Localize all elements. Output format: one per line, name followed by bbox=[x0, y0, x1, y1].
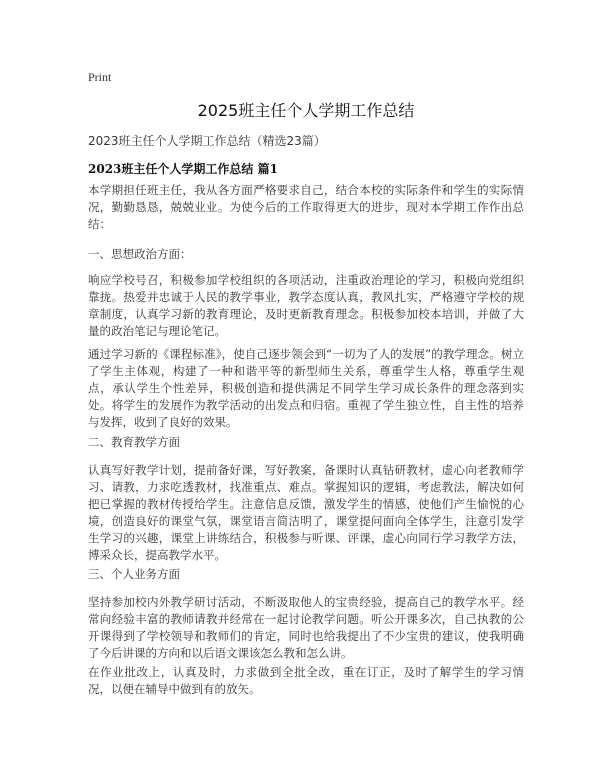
article-heading: 2023班主任个人学期工作总结 篇1 bbox=[88, 162, 278, 176]
politics-paragraph-1: 响应学校号召，积极参加学校组织的各项活动，注重政治理论的学习，积极向党组织靠拢。热爱并忠诚于人民的教学事业，教学态度认真，教风扎实，严格遵守学校的规章制度，认真学习新的教育理论，及时更新教育理念。积极参加校本培训，并做了大量的政治笔记与理论笔记。 bbox=[88, 273, 524, 338]
document-title: 2025班主任个人学期工作总结 bbox=[197, 101, 415, 120]
politics-paragraph-2: 通过学习新的《课程标准》，使自己逐步领会到“一切为了人的发展”的教学理念。树立了学生主体观，构建了一种和谐平等的新型师生关系，尊重学生人格，尊重学生观点，承认学生个性差异，积极创造和提供满足不同学生学习成长条件的理念落到实处。将学生的发展作为教学活动的出发点和归宿。重视了学生独立性，自主性的培养与发挥，收到了良好的效果。 bbox=[88, 347, 524, 429]
document-subtitle: 2023班主任个人学期工作总结（精选23篇） bbox=[88, 134, 326, 148]
teaching-paragraph-1: 认真写好教学计划，提前备好课，写好教案，备课时认真钻研教材，虚心向老教师学习、请教，力求吃透教材，找准重点、难点。掌握知识的逻辑，考虑教法，解决如何把已掌握的教材传授给学生。注意信息反馈，激发学生的情感，使他们产生愉悦的心境，创造良好的课堂气氛，课堂语言简洁明了，课堂提问面向全体学生，注意引发学生学习的兴趣，课堂上讲练结合，积极参与听课、评课，虚心向同行学习教学方法，博采众长，提高教学水平。 bbox=[88, 463, 524, 562]
section-title-professional: 三、个人业务方面 bbox=[88, 567, 180, 581]
professional-paragraph-2: 在作业批改上，认真及时，力求做到全批全改，重在订正，及时了解学生的学习情况，以便在辅导中做到有的放矢。 bbox=[88, 665, 524, 696]
section-title-politics: 一、思想政治方面： bbox=[88, 247, 192, 261]
professional-paragraph-1: 坚持参加校内外教学研讨活动，不断汲取他人的宝贵经验，提高自己的教学水平。经常向经验丰富的教师请教并经常在一起讨论教学问题。听公开课多次，自己执教的公开课得到了学校领导和教师们的肯定，同时也给我提出了不少宝贵的建议，使我明确了今后讲课的方向和以后语文课该怎么教和怎么讲。 bbox=[88, 595, 524, 660]
intro-paragraph: 本学期担任班主任，我从各方面严格要求自己，结合本校的实际条件和学生的实际情况，勤勤恳恳，兢兢业业。为使今后的工作取得更大的进步，现对本学期工作作出总结： bbox=[88, 183, 524, 231]
section-title-teaching: 二、教育教学方面 bbox=[88, 435, 180, 449]
print-link[interactable]: Print bbox=[88, 70, 112, 84]
